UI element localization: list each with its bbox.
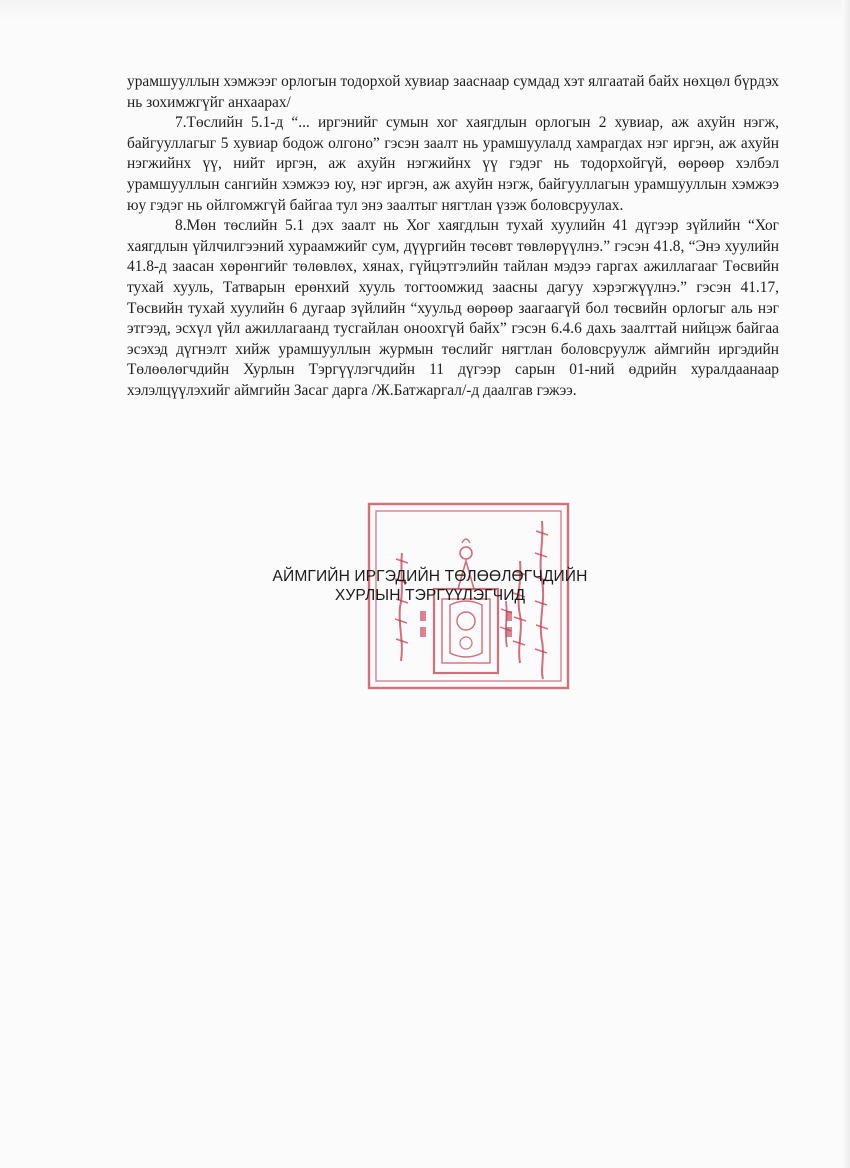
signatory-block: [200, 567, 660, 605]
signatory-title-line-2: ХУРЛЫН ТЭРГҮҮЛЭГЧИД: [334, 587, 526, 604]
paragraph-6-continuation: урамшууллын хэмжээг орлогын тодорхой хувиар зааснаар сумдад хэт ялгаатай байх нөхцөл бүрдэх нь зохимжгүйг анхаарах/: [127, 73, 779, 111]
paragraph-7: 7.Төслийн 5.1-д “... иргэнийг сумын хог хаягдлын орлогын 2 хувиар, аж ахуйн нэгж, байгууллагыг 5 хувиар бодож олгоно” гэсэн заалт нь урамшуулалд хамрагдах нэг иргэн, аж ахуйн нэгжийнх үү, нийт иргэн, аж ахуйн нэгжийнх үү гэдэг нь тодорхойгүй, өөрөөр хэлбэл урамшууллын сангийн хэмжээ юу, нэг иргэн, аж ахуйн нэгж, байгууллагын урамшууллын хэмжээ юу гэдэг нь ойлгомжгүй байгаа тул энэ заалтыг нягтлан үзэж боловсруулах.: [127, 114, 779, 214]
scan-top-shadow: [0, 0, 850, 20]
paragraph-8: 8.Мөн төслийн 5.1 дэх заалт нь Хог хаягдлын тухай хуулийн 41 дүгээр зүйлийн “Хог хаягдлын үйлчилгээний хураамжийг сум, дүүргийн төсөвт төвлөрүүлнэ.” гэсэн 41.8, “Энэ хуулийн 41.8-д заасан хөрөнгийг төлөвлөх, хянах, гүйцэтгэлийн тайлан мэдээ гаргах ажиллагааг Төсвийн тухай хууль, Татварын ерөнхий хууль тогтоомжид заасны дагуу хэрэгжүүлнэ.” гэсэн 41.17, Төсвийн тухай хуулийн 6 дугаар зүйлийн “хуульд өөрөөр заагаагүй бол төсвийн орлогыг аль нэг этгээд, эсхүл үйл ажиллагаанд тусгайлан оноохгүй байх” гэсэн 6.4.6 дахь заалттай нийцэж байгаа эсэхэд дүгнэлт хийж урамшууллын журмын төслийг нягтлан боловсруулж аймгийн иргэдийн Төлөөлөгчдийн Хурлын Тэргүүлэгчдийн 11 дүгээр сарын 01-ний өдрийн хуралдаанаар хэлэлцүүлэхийг аймгийн Засаг дарга /Ж.Батжаргал/-д даалгав гэжээ.: [127, 217, 779, 399]
document-body: [127, 72, 779, 402]
scan-edge-shadow: [842, 0, 850, 1168]
signatory-title-line-1: АЙМГИЙН ИРГЭДИЙН ТӨЛӨӨЛӨГЧДИЙН: [272, 568, 588, 585]
